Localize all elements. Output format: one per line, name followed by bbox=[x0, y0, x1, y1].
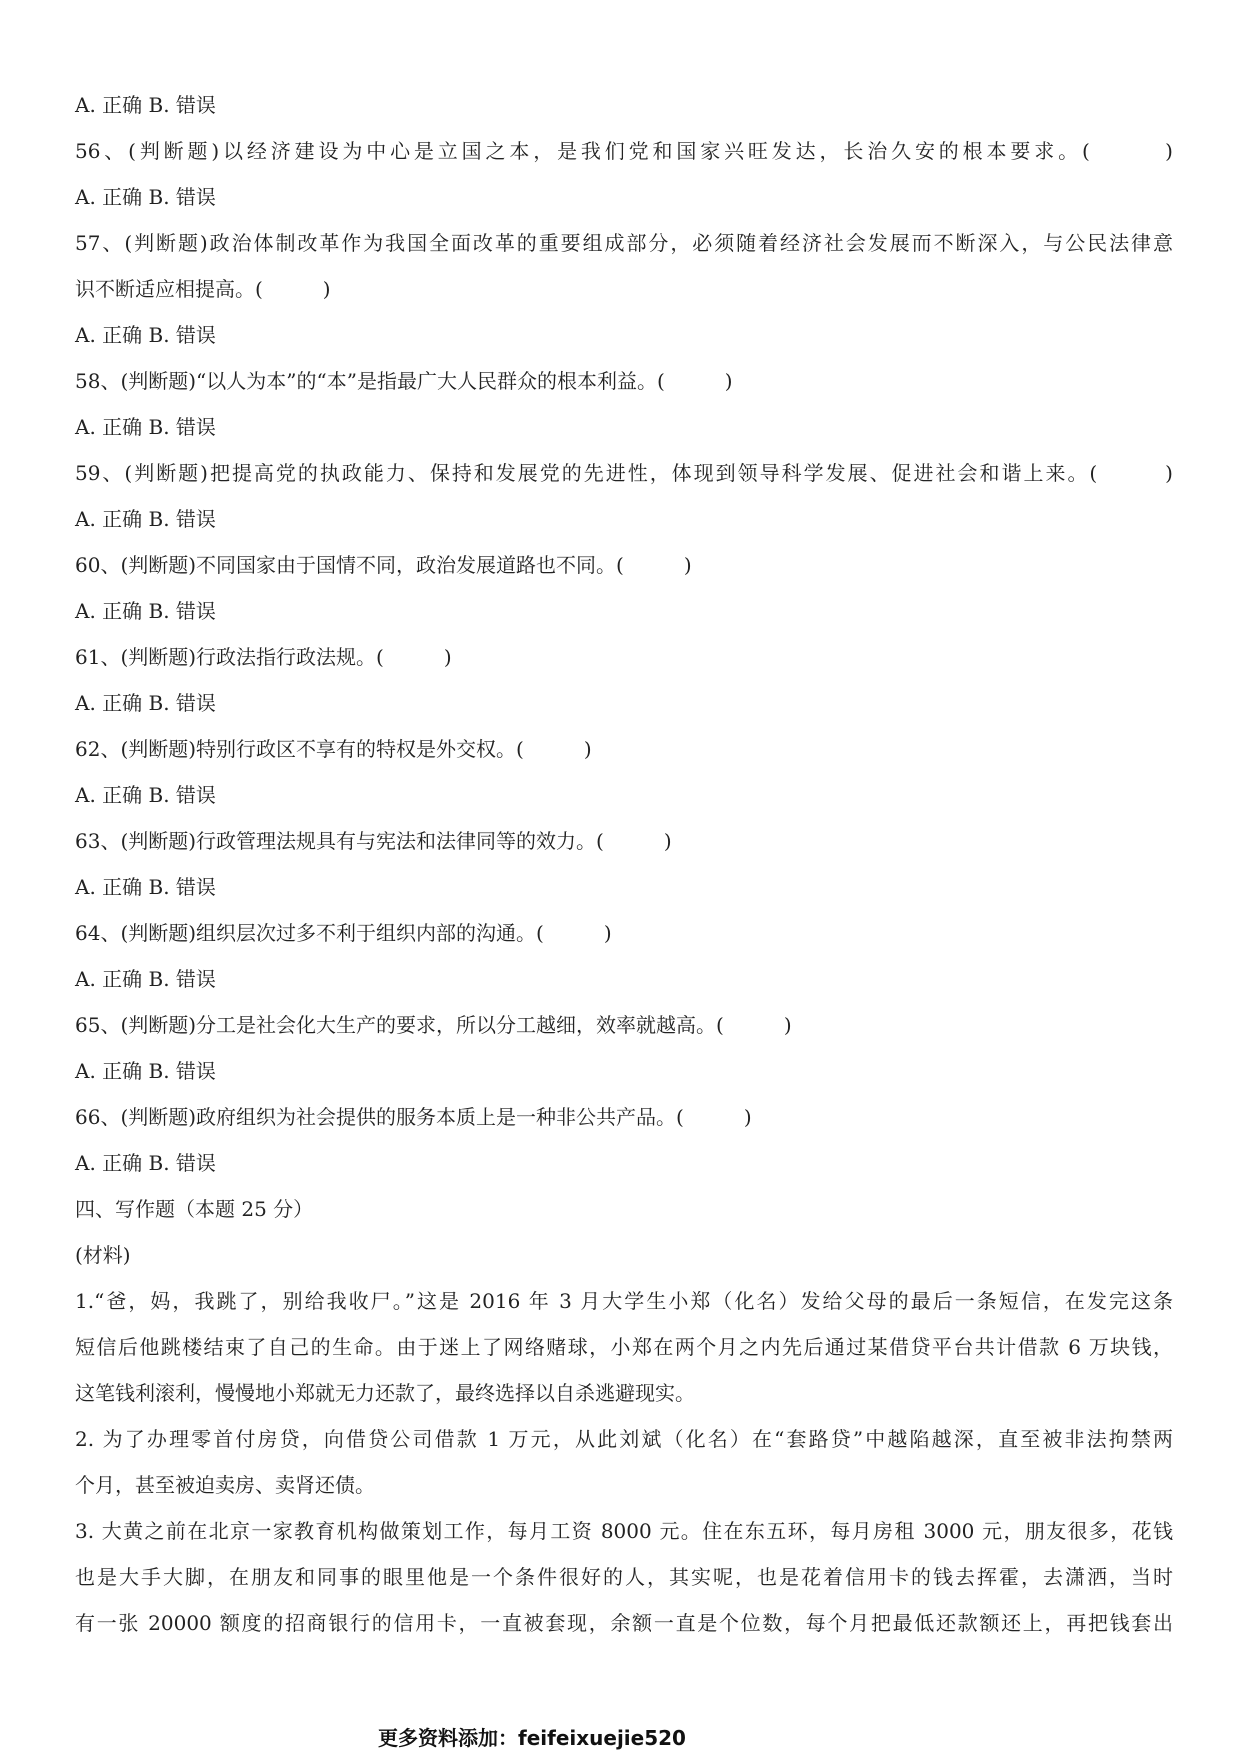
answer-options: A. 正确 B. 错误 bbox=[75, 1151, 216, 1175]
text-line: 3. 大黄之前在北京一家教育机构做策划工作，每月工资 8000 元。住在东五环，每月房租 3000 元，朋友很多，花钱 bbox=[75, 1519, 1173, 1543]
text-line: 61、(判断题)行政法指行政法规。( ) bbox=[75, 645, 452, 669]
text-line: 也是大手大脚，在朋友和同事的眼里他是一个条件很好的人，其实呢，也是花着信用卡的钱去挥霍，去潇洒，当时 bbox=[75, 1565, 1173, 1589]
answer-options: A. 正确 B. 错误 bbox=[75, 1059, 216, 1083]
text-line: 60、(判断题)不同国家由于国情不同，政治发展道路也不同。( ) bbox=[75, 553, 692, 577]
text-line: 64、(判断题)组织层次过多不利于组织内部的沟通。( ) bbox=[75, 921, 612, 945]
text-line: 57、(判断题)政治体制改革作为我国全面改革的重要组成部分，必须随着经济社会发展而不断深入，与公民法律意 bbox=[75, 231, 1173, 255]
text-line: 65、(判断题)分工是社会化大生产的要求，所以分工越细，效率就越高。( ) bbox=[75, 1013, 792, 1037]
answer-options: A. 正确 B. 错误 bbox=[75, 93, 216, 117]
text-line: 识不断适应相提高。( ) bbox=[75, 277, 331, 301]
text-line: 56、(判断题)以经济建设为中心是立国之本，是我们党和国家兴旺发达，长治久安的根本要求。( ) bbox=[75, 139, 1173, 163]
text-line: 58、(判断题)“以人为本”的“本”是指最广大人民群众的根本利益。( ) bbox=[75, 369, 733, 393]
text-line: 2. 为了办理零首付房贷，向借贷公司借款 1 万元，从此刘斌（化名）在“套路贷”中越陷越深，直至被非法拘禁两 bbox=[75, 1427, 1173, 1451]
answer-options: A. 正确 B. 错误 bbox=[75, 507, 216, 531]
answer-options: A. 正确 B. 错误 bbox=[75, 599, 216, 623]
answer-options: A. 正确 B. 错误 bbox=[75, 691, 216, 715]
text-line: 四、写作题（本题 25 分） bbox=[75, 1197, 314, 1221]
text-line: 个月，甚至被迫卖房、卖肾还债。 bbox=[75, 1473, 375, 1497]
answer-options: A. 正确 B. 错误 bbox=[75, 783, 216, 807]
text-line: 有一张 20000 额度的招商银行的信用卡，一直被套现，余额一直是个位数，每个月把最低还款额还上，再把钱套出 bbox=[75, 1611, 1173, 1635]
text-line: 66、(判断题)政府组织为社会提供的服务本质上是一种非公共产品。( ) bbox=[75, 1105, 752, 1129]
text-line: 62、(判断题)特别行政区不享有的特权是外交权。( ) bbox=[75, 737, 592, 761]
answer-options: A. 正确 B. 错误 bbox=[75, 967, 216, 991]
text-line: (材料) bbox=[75, 1243, 131, 1267]
text-line: 1.“爸，妈，我跳了，别给我收尸。”这是 2016 年 3 月大学生小郑（化名）发给父母的最后一条短信，在发完这条 bbox=[75, 1289, 1173, 1313]
answer-options: A. 正确 B. 错误 bbox=[75, 185, 216, 209]
text-line: 59、(判断题)把提高党的执政能力、保持和发展党的先进性，体现到领导科学发展、促进社会和谐上来。( ) bbox=[75, 461, 1173, 485]
answer-options: A. 正确 B. 错误 bbox=[75, 875, 216, 899]
text-line: 这笔钱利滚利，慢慢地小郑就无力还款了，最终选择以自杀逃避现实。 bbox=[75, 1381, 695, 1405]
answer-options: A. 正确 B. 错误 bbox=[75, 323, 216, 347]
answer-options: A. 正确 B. 错误 bbox=[75, 415, 216, 439]
text-line: 短信后他跳楼结束了自己的生命。由于迷上了网络赌球，小郑在两个月之内先后通过某借贷平台共计借款 6 万块钱， bbox=[75, 1335, 1173, 1359]
text-line: 63、(判断题)行政管理法规具有与宪法和法律同等的效力。( ) bbox=[75, 829, 672, 853]
footer-note: 更多资料添加：feifeixuejie520 bbox=[378, 1726, 686, 1750]
